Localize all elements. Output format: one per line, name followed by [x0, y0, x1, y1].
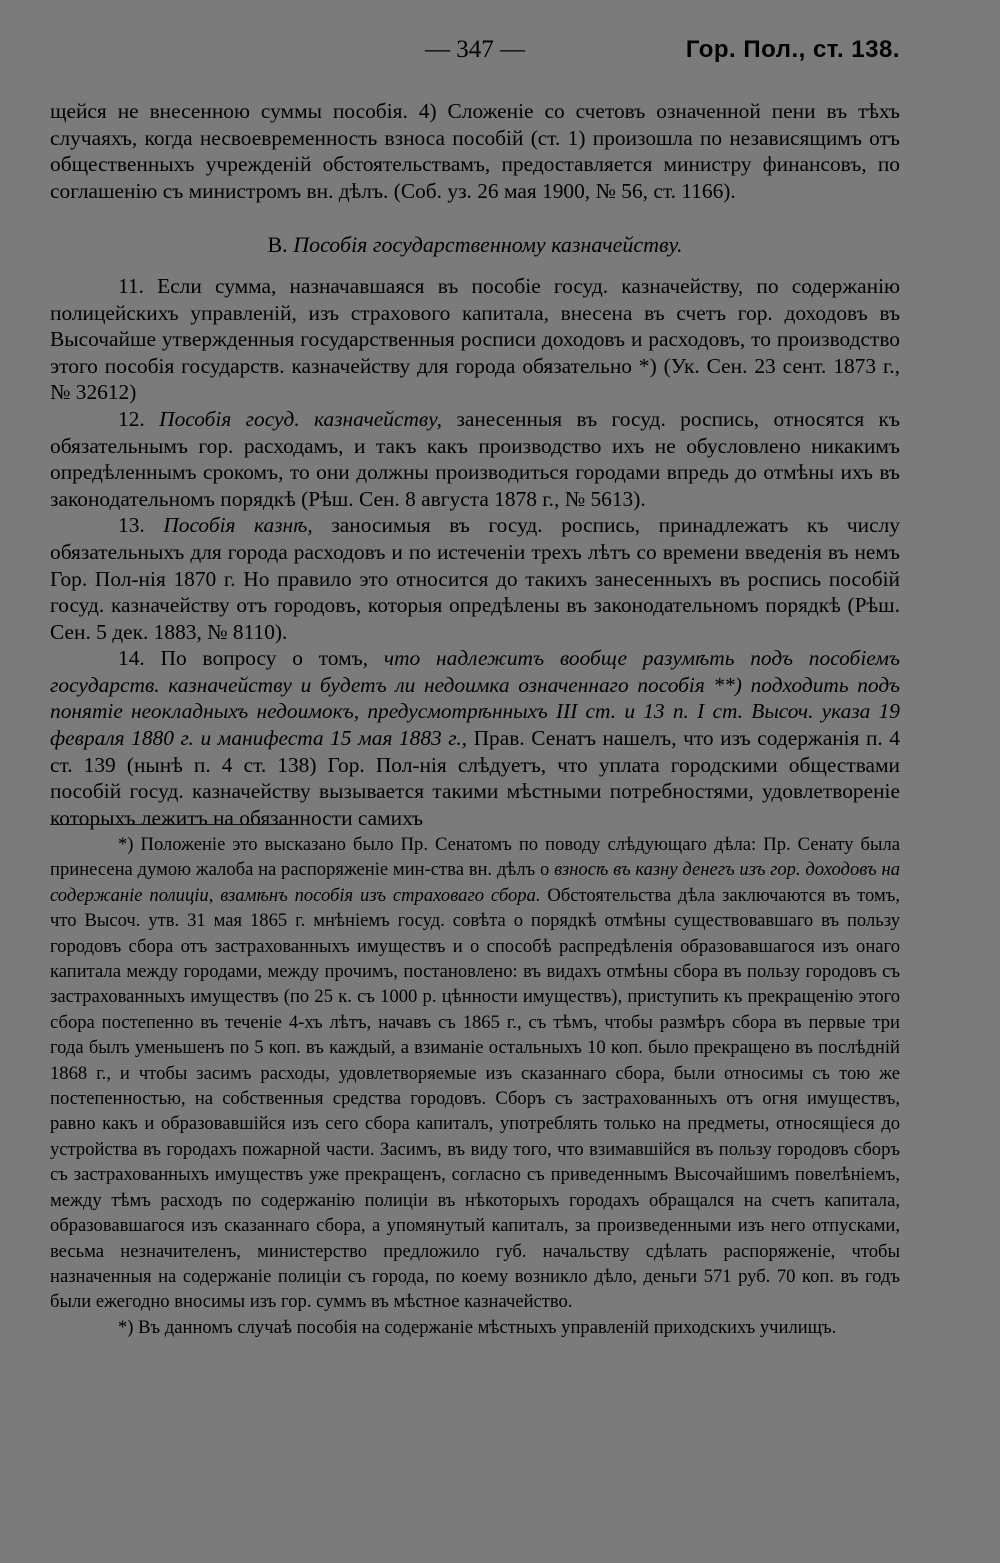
paragraph-13-text: заносимыя въ госуд. роспись, принадлежатъ къ числу обязательныхъ для города расходовъ и по истеченіи трехъ лѣтъ со времени введенія въ немъ Гор. Пол-нія 1870 г. Но правило это относится до такихъ занесенныхъ въ роспись пособій госуд. казначейству отъ городовъ, которыя опредѣлены въ законодательномъ порядкѣ (Рѣш. Сен. 5 дек. 1883, № 8110).	[50, 513, 900, 644]
paragraph-13-italic: Пособія казнѣ,	[163, 513, 313, 538]
section-letter: В.	[267, 232, 288, 258]
paragraph-14-start: 14. По вопросу о томъ,	[118, 646, 369, 671]
footnote-1-start: *) Положеніе это высказано было Пр. Сенатомъ по поводу слѣдующаго дѣла: Пр. Сенату была принесена думою жалоба на распоряженіе мин-ства вн. дѣлъ о	[50, 834, 900, 881]
footnote-2: *) Въ данномъ случаѣ пособія на содержаніе мѣстныхъ управленій приходскихъ училищъ.	[118, 1316, 837, 1338]
section-heading	[50, 232, 900, 259]
paragraph-14-italic: что надлежитъ вообще разумѣть подъ пособіемъ государств. казначейству и будетъ ли недоимка означеннаго пособія **) подходить подъ понятіе неокладныхъ недоимокъ, предусмотрѣнныхъ III ст. и 13 п. I ст. Высоч. указа 19 февраля 1880 г. и манифеста 15 мая 1883 г.,	[50, 646, 900, 751]
footnote-divider	[50, 824, 293, 825]
paragraph-13	[50, 512, 900, 645]
paragraph-13-number: 13.	[118, 513, 145, 538]
paragraph-14-text: Прав. Сенатъ нашелъ, что изъ содержанія п. 4 ст. 139 (нынѣ п. 4 ст. 138) Гор. Пол-нія слѣдуетъ, что уплата городскими обществами пособій госуд. казначейству вызывается такими мѣстными потребностями, удовлетвореніе которыхъ лежитъ на обязанности самихъ	[50, 726, 900, 830]
continuation-paragraph: щейся не внесенною суммы пособія. 4) Сложеніе со счетовъ означенной пени въ тѣхъ случаяхъ, когда несвоевременность взноса пособій (ст. 1) произошла по независящимъ отъ общественныхъ учрежденій обстоятельствамъ, предоставляется министру финансовъ, по соглашенію съ министромъ вн. дѣлъ. (Соб. уз. 26 мая 1900, № 56, ст. 1166).	[50, 99, 900, 203]
paragraph-12	[50, 406, 900, 512]
footnotes	[50, 832, 900, 1340]
paragraph-12-text: занесенныя въ госуд. роспись, относятся къ обязательнымъ гор. расходамъ, и такъ какъ производство ихъ не обусловлено никакимъ опредѣленнымъ срокомъ, то они должны производиться городами впредь до отмѣны ихъ въ законодательномъ порядкѣ (Рѣш. Сен. 8 августа 1878 г., № 5613).	[50, 406, 900, 511]
page-number: — 347 —	[425, 36, 525, 63]
paragraph-11: 11. Если сумма, назначавшаяся въ пособіе госуд. казначейству, по содержанію полицейскихъ управленій, изъ страхового капитала, внесена въ счетъ гор. доходовъ въ Высочайше утвержденныя государственныя росписи доходовъ и расходовъ, то производство этого пособія государств. казначейству для города обязательно *) (Ук. Сен. 23 сент. 1873 г., № 32612)	[50, 273, 900, 405]
running-head: Гор. Пол., ст. 138.	[685, 36, 900, 63]
page-header	[50, 36, 900, 72]
footnote-1-italic: взносѣ въ казну денегъ изъ гор. доходовъ на содержаніе полиціи, взамѣнъ пособія изъ страховаго сбора.	[50, 859, 900, 906]
paragraph-14	[50, 645, 900, 831]
section-title: Пособія государственному казначейству.	[293, 232, 683, 258]
main-text	[50, 98, 900, 831]
paragraph-12-italic: Пособія госуд. казначейству,	[159, 406, 442, 431]
paragraph-12-number: 12.	[118, 406, 145, 431]
footnote-1	[50, 832, 900, 1315]
footnote-1-text: Обстоятельства дѣла заключаются въ томъ, что Высоч. утв. 31 мая 1865 г. мнѣніемъ госуд. совѣта о порядкѣ отмѣны существовавшаго въ пользу городовъ сбора отъ застрахованныхъ имуществъ и о способѣ распредѣленія образовавшагося изъ онаго капитала между городами, между прочимъ, постановлено: въ видахъ отмѣны сбора въ пользу городовъ съ застрахованныхъ имуществъ (по 25 к. съ 1000 р. цѣнности имуществъ), приступить къ прекращенію этого сбора постепенно въ теченіе 4-хъ лѣтъ, начавъ съ 1865 г., съ тѣмъ, чтобы размѣръ сбора въ первые три года былъ уменьшенъ по 5 коп. въ каждый, а взиманіе остальныхъ 10 коп. было прекращено въ послѣдній 1868 г., и чтобы засимъ расходы, удовлетворяемые изъ сказаннаго сбора, были относимы съ тою же постепенностью, на собственныя средства городовъ. Сборъ съ застрахованныхъ отъ огня имуществъ, равно какъ и образовавшійся изъ сего сбора капиталъ, употреблять только на предметы, относящіеся до устройства въ городахъ пожарной части. Засимъ, въ виду того, что взимавшійся въ пользу городовъ сборъ съ застрахованныхъ имуществъ уже прекращенъ, согласно съ приведеннымъ Высочайшимъ повелѣніемъ, между тѣмъ расходъ по содержанію полиціи въ нѣкоторыхъ городахъ обращался на счетъ капитала, образовавшагося изъ сказаннаго сбора, а упомянутый капиталъ, за произведенными изъ него отпусками, весьма незначителенъ, министерство предложило губ. начальству сдѣлать распоряженіе, чтобы назначенныя на содержаніе полиціи съ города, по коему возникло дѣло, деньги 571 руб. 70 коп. въ годъ были ежегодно вносимы изъ гор. суммъ въ мѣстное казначейство.	[50, 884, 900, 1313]
